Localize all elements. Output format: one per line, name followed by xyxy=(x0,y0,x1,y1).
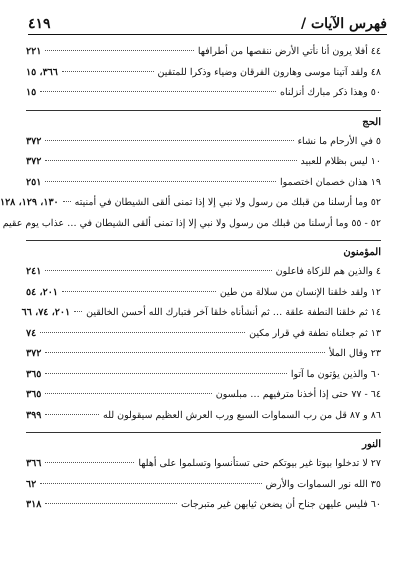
dot-leader xyxy=(74,310,82,312)
verse-text: ٥ في الأرحام ما نشاء xyxy=(297,135,381,147)
dot-leader xyxy=(45,269,271,271)
verse-entry xyxy=(0,193,381,214)
dot-leader xyxy=(40,90,276,92)
verse-entry xyxy=(2,214,381,235)
dot-leader xyxy=(45,159,296,161)
header-title: فهرس الآيات / xyxy=(300,16,387,32)
index-section xyxy=(0,116,381,235)
page-references: ٣٦٦ xyxy=(26,458,42,469)
verse-text: ٢٣ وقال الملأ xyxy=(329,348,381,359)
verse-entry xyxy=(26,173,381,194)
dot-leader xyxy=(45,49,194,51)
verse-text: ١٤ ثم خلقنا النطفة علقة … ثم أنشأناه خلقا آخر فتبارك الله أحسن الخالقين xyxy=(86,307,381,318)
section-divider xyxy=(26,240,381,241)
verse-entry xyxy=(26,495,381,516)
page-header xyxy=(28,12,387,35)
page-references: ٢٤١ xyxy=(26,266,42,277)
page-references: ٣٩٩ xyxy=(26,409,42,421)
verse-text: ٤٤ أفلا يرون أنا نأتي الأرض ننقصها من أطرافها xyxy=(197,46,381,57)
surah-title: النور xyxy=(362,439,381,450)
page-number: ٤١٩ xyxy=(28,16,51,32)
page-references: ٧٤ xyxy=(26,327,37,339)
index-section xyxy=(26,439,381,516)
verse-entry xyxy=(26,475,381,496)
page-references: ٦٢ xyxy=(26,478,37,490)
verse-text: ٣٥ الله نور السماوات والأرض xyxy=(265,478,381,490)
verse-text: ٤ والذين هم للزكاة فاعلون xyxy=(275,266,381,277)
dot-leader xyxy=(40,482,261,484)
page-references: ١٥ xyxy=(26,87,37,98)
verse-entry xyxy=(26,42,381,63)
page-references: ٢٠١، ٧٤، ٦٦ xyxy=(21,307,71,318)
dot-leader xyxy=(62,70,154,72)
verse-text: ٦٠ فليس عليهن جناح أن يضعن ثيابهن غير متبرجات xyxy=(181,499,381,510)
verse-entry xyxy=(26,63,381,84)
verse-text: ٤٨ ولقد آتينا موسى وهارون الفرقان وضياء وذكرا للمتقين xyxy=(157,66,381,78)
verse-entry xyxy=(26,262,381,283)
page-references: ٣٦٥ xyxy=(26,389,42,400)
verse-entry xyxy=(26,152,381,173)
verse-entry xyxy=(26,83,381,104)
page-references: ٣١٨ xyxy=(26,499,42,510)
page-references: ٣٧٢ xyxy=(26,135,42,147)
page-references: ٢٠١، ٥٤ xyxy=(26,286,58,298)
verse-text: ٨٦ و ٨٧ قل من رب السماوات السبع ورب العرش العظيم سيقولون لله xyxy=(103,409,381,421)
dot-leader xyxy=(45,461,134,463)
verse-text: ١٩ هذان خصمان اختصموا xyxy=(279,176,381,188)
dot-leader xyxy=(40,331,245,333)
dot-leader xyxy=(45,139,293,141)
dot-leader xyxy=(45,351,325,353)
surah-title: المؤمنون xyxy=(343,247,381,258)
page-references: ٣٦٦، ١٥ xyxy=(26,66,58,78)
verse-entry xyxy=(26,385,381,406)
verse-text: ٢٧ لا تدخلوا بيوتا غير بيوتكم حتى تستأنسوا وتسلموا على أهلها xyxy=(138,458,381,469)
index-section xyxy=(21,247,381,426)
verse-entry xyxy=(26,365,381,386)
surah-title: الحج xyxy=(362,116,381,128)
verse-text: ٥٢ وما أرسلنا من قبلك من رسول ولا نبي إلا إذا تمنى ألقى الشيطان في أمنيته xyxy=(74,197,381,208)
dot-leader xyxy=(63,200,71,202)
page-references: ٣٧٢ xyxy=(26,348,42,359)
dot-leader xyxy=(62,290,216,292)
verse-entry xyxy=(26,406,381,427)
verse-entry xyxy=(26,344,381,365)
page-references: ١٣٠، ١٢٩، ١٢٨ xyxy=(0,197,59,208)
section-divider xyxy=(26,432,381,433)
verse-entry xyxy=(26,283,381,304)
verse-entry xyxy=(26,324,381,345)
verse-text: ٥٢ - ٥٥ وما أرسلنا من قبلك من رسول ولا نبي إلا إذا تمنى ألقى الشيطان في … عذاب يوم عقيم xyxy=(2,217,381,229)
verse-text: ١٢ ولقد خلقنا الإنسان من سلالة من طين xyxy=(219,286,381,298)
verse-text: ١٠ ليس بظلام للعبيد xyxy=(300,156,381,167)
page-references: ٣٦٥ xyxy=(26,368,42,380)
verse-text: ١٣ ثم جعلناه نطفة في قرار مكين xyxy=(249,327,381,339)
dot-leader xyxy=(45,372,287,374)
index-section xyxy=(26,42,381,104)
page-references: ٣٧٢ xyxy=(26,156,42,167)
section-divider xyxy=(26,110,381,111)
dot-leader xyxy=(45,180,276,182)
verse-index xyxy=(0,42,381,522)
verse-entry xyxy=(21,303,381,324)
dot-leader xyxy=(45,413,99,415)
dot-leader xyxy=(45,392,211,394)
verse-entry xyxy=(26,132,381,153)
page-references: ٢٢١ xyxy=(26,46,42,57)
dot-leader xyxy=(45,502,177,504)
verse-text: ٦٠ والذين يؤتون ما آتوا xyxy=(290,368,381,380)
verse-text: ٥٠ وهذا ذكر مبارك أنزلناه xyxy=(280,87,381,98)
page-references: ٢٥١ xyxy=(26,176,42,188)
verse-entry xyxy=(26,454,381,475)
verse-text: ٦٤ - ٧٧ حتى إذا أخذنا مترفيهم … مبلسون xyxy=(215,389,381,400)
